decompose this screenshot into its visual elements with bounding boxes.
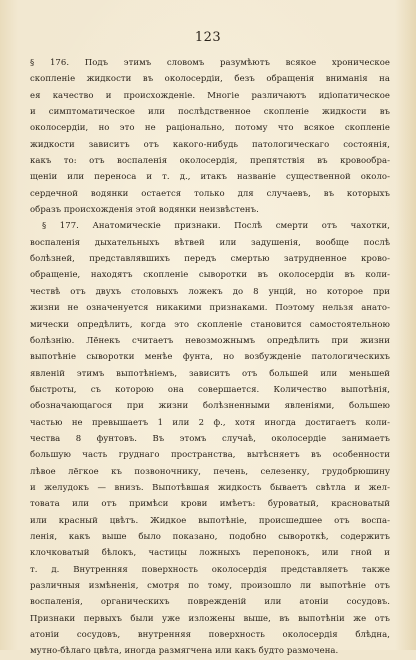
text-line: или красный цвѣтъ. Жидкое выпотѣніе, происшедшее отъ воспа-: [30, 515, 390, 526]
text-line: околосердіи, но это не раціонально, потому что всякое скопленіе: [30, 123, 390, 134]
body-text: [30, 55, 390, 660]
text-line: § 177. Анатомическіе признаки. Послѣ смерти отъ чахотки,: [42, 221, 390, 232]
text-line: болѣзнію. Лёнекъ считаетъ невозможнымъ опредѣлить при жизни: [30, 335, 390, 346]
text-line: жидкости зависитъ отъ какого-нибудь патологическаго состоянія,: [30, 139, 390, 150]
text-line: чества 8 фунтовъ. Въ этомъ случаѣ, околосердіе занимаетъ: [30, 433, 390, 444]
text-line: воспаленія, органическихъ поврежденій или атоніи сосудовъ.: [30, 597, 390, 608]
text-line: явленій этимъ выпотѣніемъ, зависитъ отъ большей или меньшей: [30, 368, 390, 379]
text-line: частью не превышаетъ 1 или 2 ф., хотя иногда достигаетъ коли-: [30, 417, 390, 428]
text-line: т. д. Внутренняя поверхность околосердія представляетъ также: [30, 564, 390, 575]
text-line: обозначающагося при жизни болѣзненными явленіями, большею: [30, 401, 390, 412]
text-line: воспаленія дыхательныхъ вѣтвей или задушенія, вообще послѣ: [30, 237, 390, 248]
text-line: обращеніе, находятъ скопленіе сыворотки въ околосердіи въ коли-: [30, 270, 390, 281]
text-line: различныя измѣненія, смотря по тому, произошло ли выпотѣніе отъ: [30, 581, 390, 591]
text-line: лѣвое лёгкое къ позвоночнику, печень, селезенку, грудобрюшину: [30, 466, 390, 477]
text-line: мически опредѣлить, когда это скопленіе становится самостоятельною: [30, 319, 390, 330]
text-line: атоніи сосудовъ, внутренняя поверхность околосердія блѣдна,: [30, 630, 390, 641]
text-line: болѣзней, представлявшихъ передъ смертью затрудненное крово-: [30, 254, 390, 265]
text-line: какъ то: отъ воспаленія околосердія, препятствія въ кровообра-: [30, 156, 390, 167]
text-line: клочковатый бѣлокъ, частицы ложныхъ перепонокъ, или гной и: [30, 548, 390, 559]
text-line: Признаки первыхъ были уже изложены выше, въ выпотѣніи же отъ: [30, 613, 390, 624]
text-line: большую часть груднаго пространства, вытѣсняетъ въ особенности: [30, 450, 390, 461]
text-line: выпотѣніе сыворотки менѣе фунта, но возбужденіе патологическихъ: [30, 352, 390, 363]
page-number: 123: [194, 30, 222, 45]
text-line: ея качество и происхожденіе. Многіе различаютъ идіопатическое: [30, 90, 390, 101]
text-line: образъ происхожденія этой водянки неизвѣстенъ.: [30, 205, 259, 216]
text-line: чествѣ отъ двухъ столовыхъ ложекъ до 8 унцій, но которое при: [30, 286, 390, 297]
text-line: ленія, какъ выше было показано, подобно сывороткѣ, содержитъ: [30, 531, 390, 542]
text-line: жизни не означенуется никакими признаками. Поэтому нельзя анато-: [30, 303, 390, 314]
text-line: и желудокъ — внизъ. Выпотѣвшая жидкость бываетъ свѣтла и жел-: [30, 482, 390, 493]
text-line: сердечной водянки остается только для случаевъ, въ которыхъ: [30, 188, 390, 199]
text-line: скопленіе жидкости въ околосердіи, безъ обращенія вниманія на: [30, 74, 390, 85]
text-line: щеніи или переноса и т. д., итакъ названіе существенной около-: [30, 172, 390, 183]
text-line: § 176. Подъ этимъ словомъ разумѣютъ всякое хроническое: [30, 58, 390, 68]
text-line: товата или отъ примѣси крови имѣетъ: буроватый, красноватый: [30, 499, 390, 510]
text-line: мутно-бѣлаго цвѣта, иногда размягчена или какъ будто размочена.: [30, 646, 339, 657]
text-line: быстроты, съ которою она совершается. Количество выпотѣнія,: [30, 384, 390, 395]
text-line: и симптоматическое или послѣдственное скопленіе жидкости въ: [30, 107, 390, 118]
